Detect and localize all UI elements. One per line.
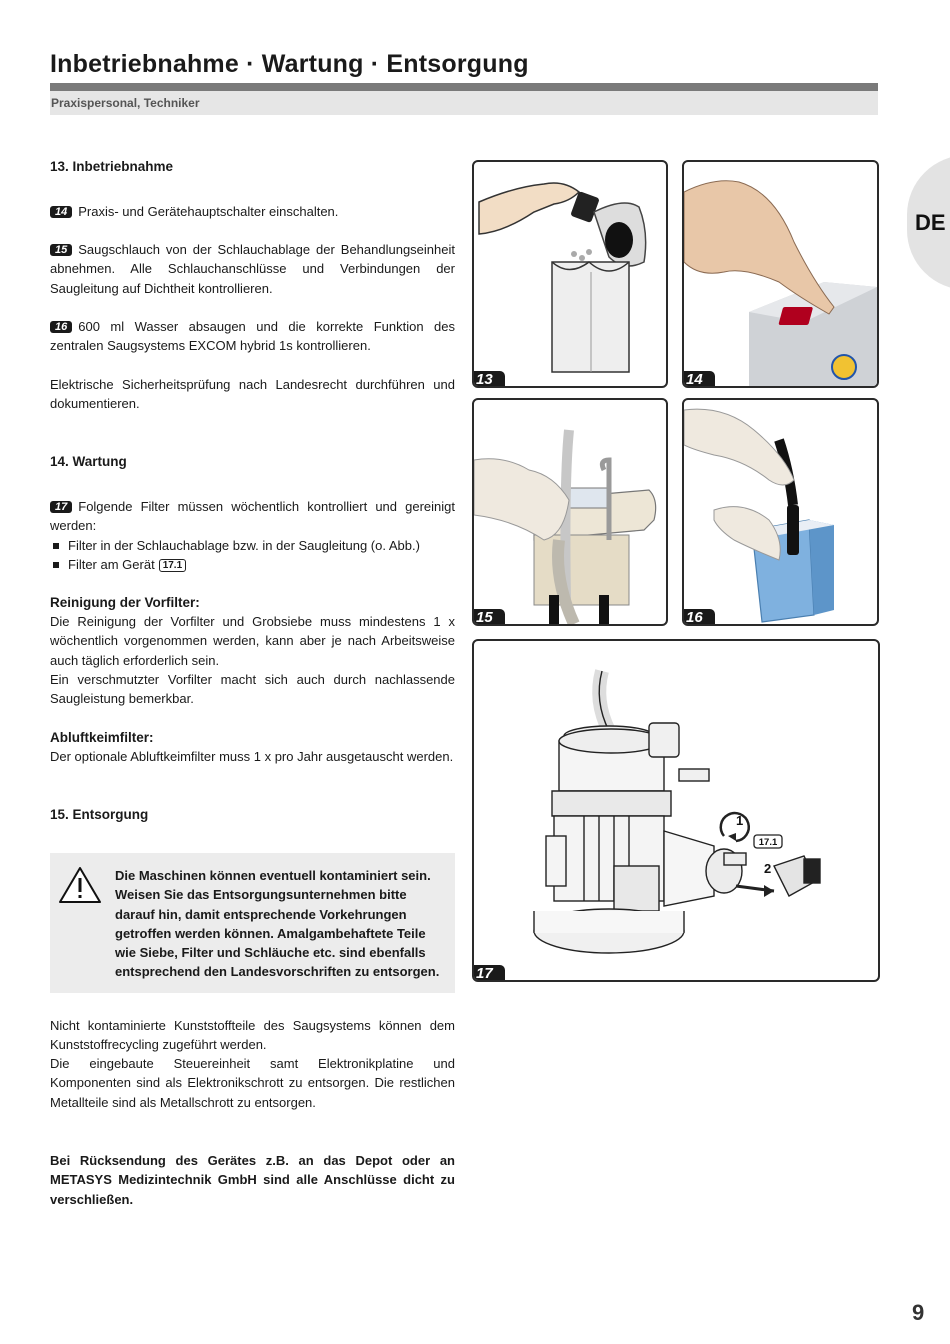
exhaust-filter-heading: Abluftkeimfilter: <box>50 730 154 745</box>
step-14 <box>50 202 455 221</box>
step-15 <box>50 240 455 298</box>
return-note: Bei Rücksendung des Gerätes z.B. an das Depot oder an METASYS Medizintechnik GmbH sind alle Anschlüsse dicht zu verschließen. <box>50 1153 455 1207</box>
section-heading-disposal: 15. Entsorgung <box>50 807 149 822</box>
warning-triangle-icon <box>58 866 102 904</box>
figure-label: 15 <box>472 609 505 626</box>
list-item: Filter am Gerät 17.1 <box>50 555 455 574</box>
page-number: 9 <box>912 1300 925 1325</box>
figure-14-illustration <box>684 162 877 386</box>
step-text: 600 ml Wasser absaugen und die korrekte Funktion des zentralen Saugsystems EXCOM hybrid 1s kontrollieren. <box>50 319 455 354</box>
safety-check-text: Elektrische Sicherheitsprüfung nach Landesrecht durchführen und dokumentieren. <box>50 377 455 412</box>
figure-label: 13 <box>472 371 505 388</box>
prefilter-text: Die Reinigung der Vorfilter und Grobsiebe muss mindestens 1 x wöchentlich vorgenommen werden, kann aber je nach Arbeitsweise auch täglich erforderlich sein. <box>50 614 455 668</box>
list-item: Filter in der Schlauchablage bzw. in der Saugleitung (o. Abb.) <box>50 536 455 555</box>
figure-15 <box>472 398 668 626</box>
callout-2: 2 <box>764 861 772 876</box>
step-badge: 16 <box>50 321 72 333</box>
step-16 <box>50 317 455 356</box>
step-text: Praxis- und Gerätehauptschalter einschalten. <box>78 204 339 219</box>
figure-label: 14 <box>682 371 715 388</box>
filter-list <box>50 536 455 575</box>
figure-14 <box>682 160 879 388</box>
step-badge: 17 <box>50 501 72 513</box>
electronics-disposal-text: Die eingebaute Steuereinheit samt Elektronikplatine und Komponenten sind als Elektronikschrott zu entsorgen. Die restlichen Metallteile sind als Metallschrott zu entsorgen. <box>50 1056 455 1110</box>
figure-label: 16 <box>682 609 715 626</box>
figure-15-illustration <box>474 400 666 624</box>
figure-17-illustration <box>474 641 878 980</box>
warning-text: Die Maschinen können eventuell kontaminiert sein. Weisen Sie das Entsorgungsunternehmen bitte darauf hin, damit entsprechende Vorkehrungen getroffen werden können. Amalgambehaftete Teile wie Siebe, Filter und Schläuche etc. sind ebenfalls entsprechend den Landesvorschriften zu entsorgen. <box>115 868 440 980</box>
step-text: Saugschlauch von der Schlauchablage der Behandlungseinheit abnehmen. Alle Schlauchanschlüsse und Verbindungen der Saugleitung auf Dichtheit kontrollieren. <box>50 242 455 296</box>
header-rule <box>50 83 878 91</box>
figure-13-illustration <box>474 162 666 386</box>
page-subtitle: Praxispersonal, Techniker <box>51 96 200 110</box>
figure-16 <box>682 398 879 626</box>
figure-reference: 17.1 <box>758 837 778 848</box>
figure-17 <box>472 639 880 982</box>
recycling-text: Nicht kontaminierte Kunststoffteile des Saugsystems können dem Kunststoffrecycling zugeführt werden. <box>50 1018 455 1053</box>
figure-label: 17 <box>472 965 505 982</box>
step-text: Folgende Filter müssen wöchentlich kontrolliert und gereinigt werden: <box>50 499 455 534</box>
page-title: Inbetriebnahme · Wartung · Entsorgung <box>50 50 529 78</box>
figure-16-illustration <box>684 400 877 624</box>
section-heading-maintenance: 14. Wartung <box>50 454 127 469</box>
prefilter-text-2: Ein verschmutzter Vorfilter macht sich auch durch nachlassende Saugleistung bemerkbar. <box>50 672 455 707</box>
step-badge: 14 <box>50 206 72 218</box>
step-badge: 15 <box>50 244 72 256</box>
step-17 <box>50 497 455 536</box>
figure-reference: 17.1 <box>159 559 186 572</box>
callout-1: 1 <box>736 813 744 828</box>
section-heading-commissioning: 13. Inbetriebnahme <box>50 159 174 174</box>
prefilter-heading: Reinigung der Vorfilter: <box>50 595 200 610</box>
exhaust-filter-text: Der optionale Abluftkeimfilter muss 1 x pro Jahr ausgetauscht werden. <box>50 749 454 764</box>
figure-13 <box>472 160 668 388</box>
language-tab-label: DE <box>915 210 946 235</box>
